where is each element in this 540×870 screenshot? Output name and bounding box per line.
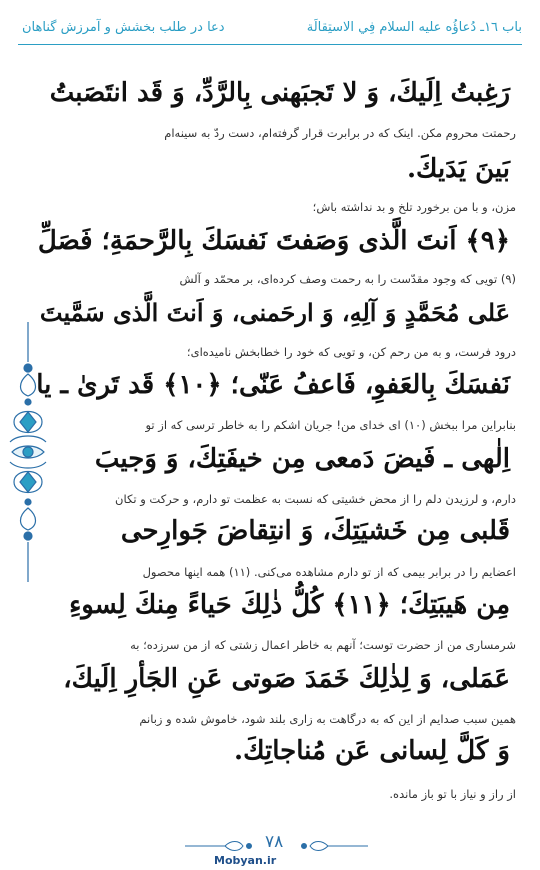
persian-line: شرمساری من از حضرت توست؛ آنهم به خاطر اعمال زشتی که از من سرزده؛ به — [130, 638, 516, 652]
arabic-line: اِلٰهى ـ فَيضَ دَمعى مِن خيفَتِكَ، وَ وَجيبَ — [94, 444, 510, 474]
arabic-line: بَينَ يَدَيكَ. — [406, 154, 510, 184]
persian-line: دارم، و لرزیدن دلم را از محض خشیتی که نسبت به عظمت تو دارم، و حرکت و تکان — [115, 492, 516, 506]
site-watermark: Mobyan.ir — [214, 854, 277, 867]
page-header — [0, 0, 540, 48]
arabic-line: رَغِبتُ اِلَيكَ، وَ لا تَجبَهنى بِالرَّدِّ، وَ قَد انتَصَبتُ — [49, 78, 510, 108]
page-number: ٧٨ — [265, 832, 284, 852]
footer-ornament-right-icon — [298, 838, 368, 854]
arabic-line: وَ كَلَّ لِسانى عَن مُناجاتِكَ. — [234, 736, 510, 766]
arabic-line: نَفسَكَ بِالعَفوِ، فَاعفُ عَنّى؛ ﴿١٠﴾ قَد تَرىٰ ـ يا — [36, 370, 510, 400]
arabic-line: قَلبى مِن خَشيَتِكَ، وَ انتِقاضَ جَوارِحى — [120, 516, 510, 546]
persian-line: (٩) تویی که وجود مقدّست را به رحمت وصف کرده‌ای، بر محمّد و آلش — [179, 272, 516, 286]
arabic-line: عَلى مُحَمَّدٍ وَ آلِهِ، وَ ارحَمنى، وَ اَنتَ الَّذى سَمَّيتَ — [39, 298, 510, 327]
persian-line: بنابراین مرا ببخش (١٠) ای خدای من! جریان اشکم را به خاطر ترسی که از تو — [145, 418, 516, 432]
chapter-title: باب ١٦ـ دُعاؤُه عليه السلام فِي الاستِقالَة — [306, 20, 522, 35]
persian-line: اعضایم را در برابر بیمی که از تو دارم مشاهده می‌کنی. (١١) همه اینها محصول — [142, 565, 516, 579]
persian-line: همین سبب صدایم از این که به درگاهت به زاری بلند شود، خاموش شده و زبانم — [139, 712, 516, 726]
persian-line: از راز و نیاز با تو باز مانده. — [389, 787, 516, 801]
persian-line: درود فرست، و به من رحم کن، و تویی که خود را خطابخش نامیده‌ای؛ — [186, 345, 516, 359]
header-divider — [18, 44, 522, 45]
arabic-line: مِن هَيبَتِكَ؛ ﴿١١﴾ كُلُّ ذٰلِكَ حَياءً مِنكَ لِسوءِ — [69, 590, 510, 620]
page-footer — [0, 830, 540, 870]
footer-ornament-left-icon — [185, 838, 255, 854]
side-ornament-icon — [8, 322, 48, 582]
arabic-line: عَمَلى، وَ لِذٰلِكَ خَمَدَ صَوتى عَنِ الجَأرِ اِلَيكَ، — [63, 664, 510, 694]
arabic-line: ﴿٩﴾ اَنتَ الَّذى وَصَفتَ نَفسَكَ بِالرَّحمَةِ؛ فَصَلِّ — [37, 226, 510, 256]
persian-line: مزن، و با من برخورد تلخ و بد نداشته باش؛ — [312, 200, 516, 214]
persian-line: رحمتت محروم مکن. اینک که در برابرت قرار گرفته‌ام، دست ردّ به سینه‌ام — [164, 126, 516, 140]
section-title: دعا در طلب بخشش و آمرزش گناهان — [22, 20, 225, 35]
